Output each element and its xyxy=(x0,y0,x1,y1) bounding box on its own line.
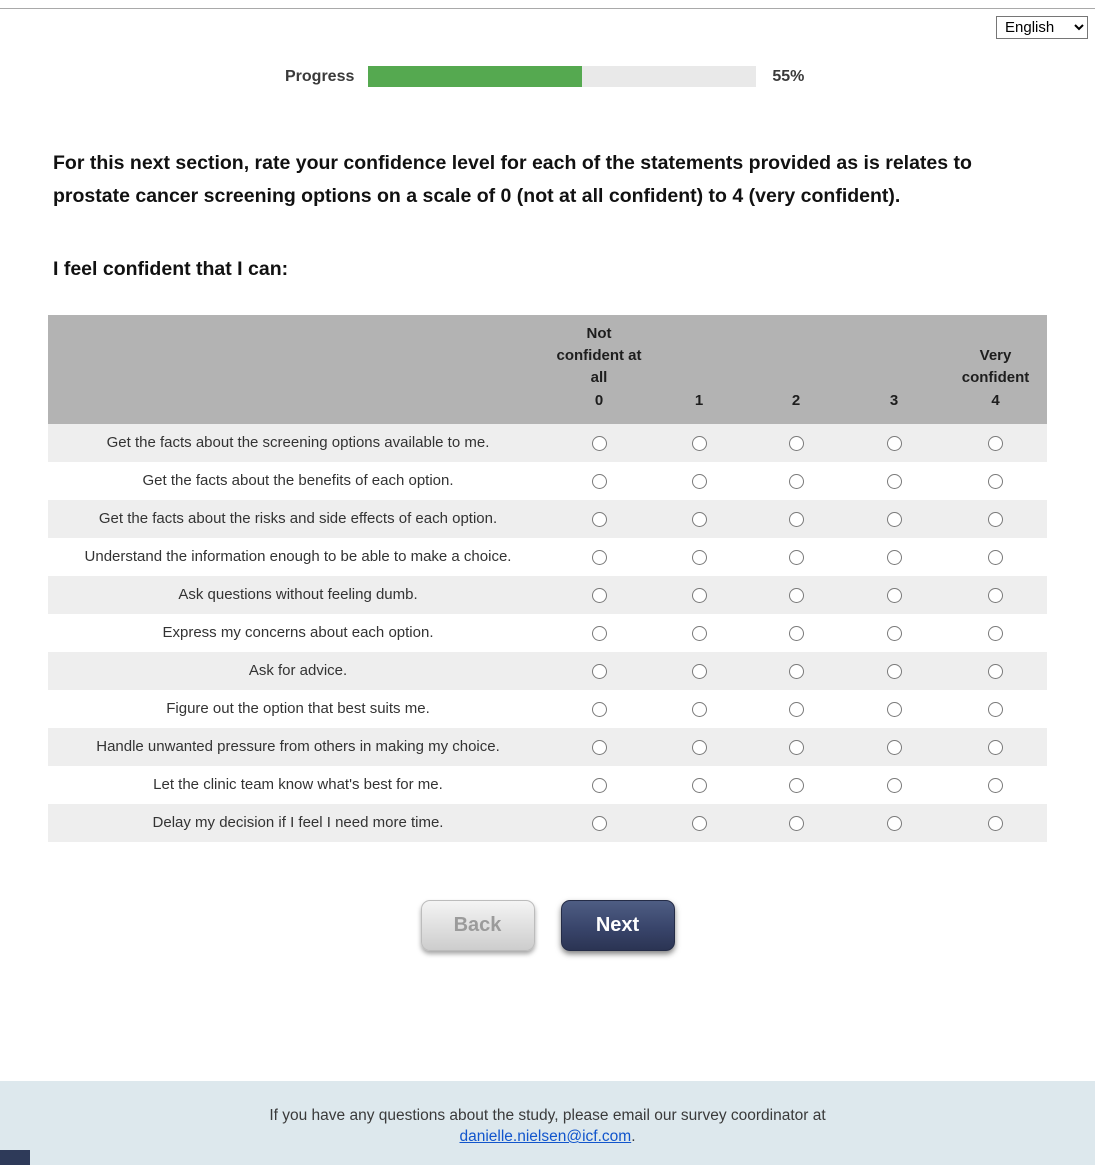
top-divider xyxy=(0,8,1095,9)
radio-q7-c3[interactable] xyxy=(887,702,902,717)
radio-q1-c4[interactable] xyxy=(988,474,1003,489)
radio-q0-c0[interactable] xyxy=(592,436,607,451)
page-footer xyxy=(0,1081,1095,1165)
radio-q8-c4[interactable] xyxy=(988,740,1003,755)
table-row xyxy=(48,728,1047,766)
radio-q10-c3[interactable] xyxy=(887,816,902,831)
radio-q2-c1[interactable] xyxy=(692,512,707,527)
radio-q9-c2[interactable] xyxy=(789,778,804,793)
table-row xyxy=(48,538,1047,576)
column-header-1 xyxy=(650,315,748,424)
column-header-0 xyxy=(548,315,650,424)
table-row xyxy=(48,500,1047,538)
footer-corner-decoration xyxy=(0,1150,30,1165)
column-header-2 xyxy=(748,315,844,424)
radio-q6-c4[interactable] xyxy=(988,664,1003,679)
column-value: 0 xyxy=(594,392,604,409)
column-title: Very confident xyxy=(961,347,1030,386)
column-value: 3 xyxy=(889,392,899,409)
radio-q5-c2[interactable] xyxy=(789,626,804,641)
footer-suffix: . xyxy=(631,1128,636,1145)
radio-q1-c2[interactable] xyxy=(789,474,804,489)
radio-q10-c0[interactable] xyxy=(592,816,607,831)
radio-q6-c1[interactable] xyxy=(692,664,707,679)
table-row xyxy=(48,804,1047,842)
radio-q0-c2[interactable] xyxy=(789,436,804,451)
radio-q3-c1[interactable] xyxy=(692,550,707,565)
question-label: Handle unwanted pressure from others in making my choice. xyxy=(96,738,500,755)
radio-q6-c3[interactable] xyxy=(887,664,902,679)
radio-q8-c2[interactable] xyxy=(789,740,804,755)
navigation-buttons xyxy=(0,900,1095,951)
question-label: Understand the information enough to be able to make a choice. xyxy=(84,548,512,565)
question-label: Figure out the option that best suits me. xyxy=(166,700,430,717)
question-label: Get the facts about the screening options available to me. xyxy=(106,434,490,451)
radio-q0-c3[interactable] xyxy=(887,436,902,451)
radio-q4-c3[interactable] xyxy=(887,588,902,603)
radio-q7-c4[interactable] xyxy=(988,702,1003,717)
radio-q4-c1[interactable] xyxy=(692,588,707,603)
question-label: Delay my decision if I feel I need more time. xyxy=(152,814,444,831)
progress-percent: 55% xyxy=(772,67,805,85)
radio-q3-c4[interactable] xyxy=(988,550,1003,565)
question-label: Get the facts about the risks and side effects of each option. xyxy=(98,510,498,527)
radio-q1-c1[interactable] xyxy=(692,474,707,489)
radio-q6-c2[interactable] xyxy=(789,664,804,679)
confidence-table xyxy=(48,315,1047,842)
radio-q9-c4[interactable] xyxy=(988,778,1003,793)
radio-q2-c0[interactable] xyxy=(592,512,607,527)
question-label: Express my concerns about each option. xyxy=(162,624,434,641)
radio-q0-c4[interactable] xyxy=(988,436,1003,451)
question-label: Ask for advice. xyxy=(248,662,348,679)
radio-q8-c1[interactable] xyxy=(692,740,707,755)
radio-q5-c1[interactable] xyxy=(692,626,707,641)
next-button[interactable]: Next xyxy=(561,900,675,951)
radio-q7-c0[interactable] xyxy=(592,702,607,717)
question-label: Ask questions without feeling dumb. xyxy=(178,586,418,603)
language-select[interactable] xyxy=(996,16,1088,39)
radio-q8-c0[interactable] xyxy=(592,740,607,755)
radio-q1-c0[interactable] xyxy=(592,474,607,489)
radio-q4-c0[interactable] xyxy=(592,588,607,603)
section-instructions: For this next section, rate your confidence level for each of the statements provided as is relates to prostate cancer screening options on a scale of 0 (not at all confident) to 4 (very confident). xyxy=(53,152,972,207)
radio-q5-c4[interactable] xyxy=(988,626,1003,641)
radio-q5-c0[interactable] xyxy=(592,626,607,641)
radio-q10-c4[interactable] xyxy=(988,816,1003,831)
radio-q1-c3[interactable] xyxy=(887,474,902,489)
question-label: Let the clinic team know what's best for me. xyxy=(153,776,443,793)
table-row xyxy=(48,766,1047,804)
column-title: Not confident at all xyxy=(556,325,642,386)
radio-q10-c1[interactable] xyxy=(692,816,707,831)
radio-q2-c4[interactable] xyxy=(988,512,1003,527)
radio-q7-c2[interactable] xyxy=(789,702,804,717)
radio-q3-c3[interactable] xyxy=(887,550,902,565)
table-row xyxy=(48,424,1047,462)
radio-q6-c0[interactable] xyxy=(592,664,607,679)
column-header-3 xyxy=(844,315,944,424)
radio-q7-c1[interactable] xyxy=(692,702,707,717)
progress-fill xyxy=(368,66,581,87)
radio-q9-c1[interactable] xyxy=(692,778,707,793)
radio-q4-c2[interactable] xyxy=(789,588,804,603)
table-row xyxy=(48,576,1047,614)
radio-q10-c2[interactable] xyxy=(789,816,804,831)
coordinator-email-link[interactable]: danielle.nielsen@icf.com xyxy=(459,1128,632,1145)
radio-q2-c3[interactable] xyxy=(887,512,902,527)
question-column-header xyxy=(48,315,548,424)
column-value: 1 xyxy=(694,392,704,409)
radio-q5-c3[interactable] xyxy=(887,626,902,641)
radio-q0-c1[interactable] xyxy=(692,436,707,451)
radio-q4-c4[interactable] xyxy=(988,588,1003,603)
radio-q3-c0[interactable] xyxy=(592,550,607,565)
progress-track xyxy=(368,66,756,87)
column-value: 2 xyxy=(791,392,801,409)
radio-q2-c2[interactable] xyxy=(789,512,804,527)
progress-label: Progress xyxy=(285,67,355,85)
back-button[interactable]: Back xyxy=(421,900,535,951)
table-header-row xyxy=(48,315,1047,424)
footer-text: If you have any questions about the study, please email our survey coordinator at xyxy=(269,1107,826,1124)
section-subheading: I feel confident that I can: xyxy=(53,258,289,280)
table-row xyxy=(48,690,1047,728)
column-header-4 xyxy=(944,315,1047,424)
language-select-wrap xyxy=(996,16,1088,39)
column-value: 4 xyxy=(991,392,1000,409)
progress-section xyxy=(285,66,1095,87)
table-row xyxy=(48,652,1047,690)
table-row xyxy=(48,462,1047,500)
radio-q9-c0[interactable] xyxy=(592,778,607,793)
radio-q9-c3[interactable] xyxy=(887,778,902,793)
radio-q3-c2[interactable] xyxy=(789,550,804,565)
table-row xyxy=(48,614,1047,652)
question-label: Get the facts about the benefits of each option. xyxy=(142,472,454,489)
radio-q8-c3[interactable] xyxy=(887,740,902,755)
